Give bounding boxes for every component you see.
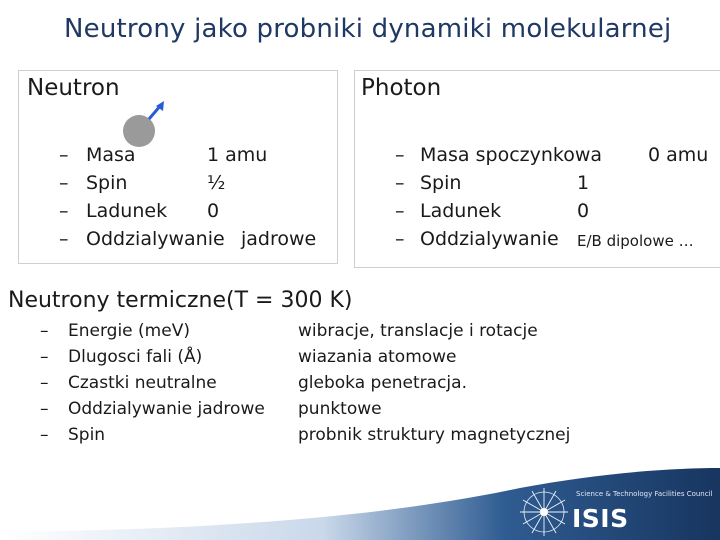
neutron-row-dash: – xyxy=(59,144,69,166)
council-name: Science & Technology Facilities Council xyxy=(576,490,713,498)
neutron-charge-label: Ladunek xyxy=(86,200,168,222)
thermal-heading: Neutrony termiczne(T = 300 K) xyxy=(8,288,353,313)
photon-panel xyxy=(354,70,720,268)
neutron-row-dash: – xyxy=(59,172,69,194)
neutron-spin-value: ½ xyxy=(207,172,226,194)
neutron-mass-value: 1 amu xyxy=(207,144,268,166)
neutron-spin-label: Spin xyxy=(86,172,128,194)
neutron-interaction-label: Oddzialywanie xyxy=(86,228,225,250)
photon-heading: Photon xyxy=(361,75,442,101)
photon-row-dash: – xyxy=(395,228,405,250)
thermal-application: gleboka penetracja. xyxy=(298,373,467,393)
thermal-application: wiazania atomowe xyxy=(298,347,457,367)
neutron-panel xyxy=(18,70,338,264)
thermal-application: wibracje, translacje i rotacje xyxy=(298,321,538,341)
photon-spin-value: 1 xyxy=(577,172,590,194)
photon-mass-label: Masa spoczynkowa xyxy=(420,144,603,166)
photon-charge-value: 0 xyxy=(577,200,590,222)
photon-spin-label: Spin xyxy=(420,172,462,194)
thermal-property: Oddzialywanie jadrowe xyxy=(68,399,265,419)
neutron-heading: Neutron xyxy=(27,75,120,101)
neutron-row-dash: – xyxy=(59,200,69,222)
thermal-row-dash: – xyxy=(40,425,49,445)
thermal-property: Dlugosci fali (Å) xyxy=(68,347,203,367)
photon-row-dash: – xyxy=(395,144,405,166)
thermal-row-dash: – xyxy=(40,399,49,419)
thermal-property: Czastki neutralne xyxy=(68,373,217,393)
isis-logo: ISIS xyxy=(572,504,629,533)
photon-interaction-value: E/B dipolowe … xyxy=(577,232,694,250)
thermal-application: probnik struktury magnetycznej xyxy=(298,425,571,445)
photon-row-dash: – xyxy=(395,200,405,222)
thermal-application: punktowe xyxy=(298,399,382,419)
neutron-spin-icon xyxy=(119,99,169,149)
slide-title: Neutrony jako probniki dynamiki molekularnej xyxy=(64,14,672,44)
thermal-row-dash: – xyxy=(40,321,49,341)
neutron-row-dash: – xyxy=(59,228,69,250)
neutron-interaction-value: jadrowe xyxy=(241,228,317,250)
photon-charge-label: Ladunek xyxy=(420,200,502,222)
thermal-row-dash: – xyxy=(40,347,49,367)
thermal-property: Energie (meV) xyxy=(68,321,190,341)
photon-row-dash: – xyxy=(395,172,405,194)
neutron-charge-value: 0 xyxy=(207,200,220,222)
neutron-mass-label: Masa xyxy=(86,144,136,166)
thermal-property: Spin xyxy=(68,425,106,445)
thermal-row-dash: – xyxy=(40,373,49,393)
photon-mass-value: 0 amu xyxy=(648,144,709,166)
photon-interaction-label: Oddzialywanie xyxy=(420,228,559,250)
